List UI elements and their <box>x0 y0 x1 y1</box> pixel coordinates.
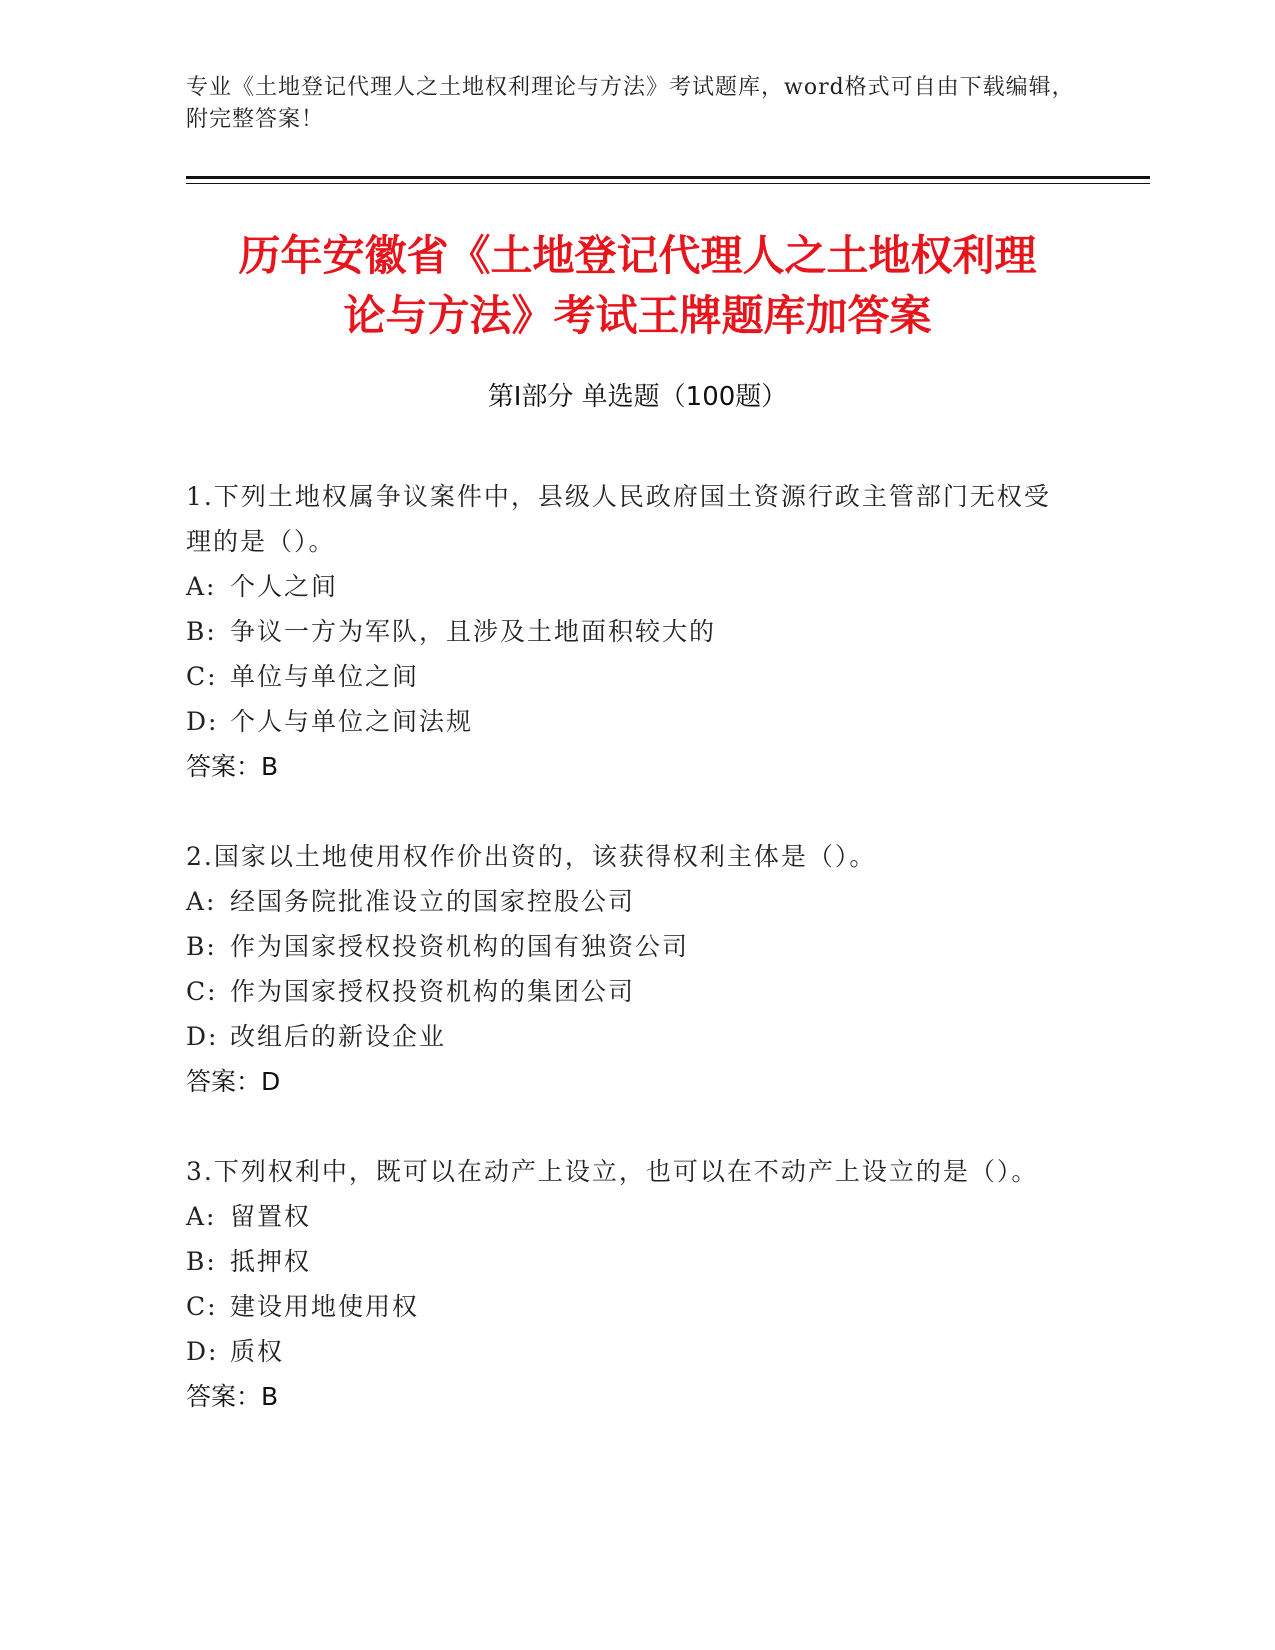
option-key: A: <box>186 572 217 601</box>
option-text: 经国务院批准设立的国家控股公司 <box>230 887 636 916</box>
section-heading: 第Ⅰ部分 单选题（100题） <box>487 382 788 412</box>
option-key: D: <box>186 1022 219 1051</box>
option-c <box>186 1284 1066 1329</box>
option-key: B: <box>186 1247 217 1276</box>
option-text: 作为国家授权投资机构的集团公司 <box>230 977 636 1006</box>
option-key: C: <box>186 1292 218 1321</box>
option-text: 作为国家授权投资机构的国有独资公司 <box>230 932 690 961</box>
option-text: 留置权 <box>230 1202 312 1231</box>
option-text: 建设用地使用权 <box>230 1292 420 1321</box>
option-text: 改组后的新设企业 <box>230 1022 447 1051</box>
document-title-line-2: 论与方法》考试王牌题库加答案 <box>343 291 932 340</box>
header-note: 专业《土地登记代理人之土地权利理论与方法》考试题库，word格式可自由下载编辑，附完整答案！ <box>186 75 1075 132</box>
option-key: D: <box>186 1337 219 1366</box>
option-b <box>186 609 1066 654</box>
option-b <box>186 1239 1066 1284</box>
document-title-line-1: 历年安徽省《土地登记代理人之土地权利理 <box>238 231 1037 280</box>
option-key: B: <box>186 617 217 646</box>
question-answer: 答案：D <box>186 1067 281 1096</box>
option-text: 单位与单位之间 <box>230 662 420 691</box>
option-d <box>186 1329 1066 1374</box>
question-answer: 答案：B <box>186 752 279 781</box>
header-rule-thick <box>186 176 1150 179</box>
question-3 <box>186 1149 1066 1419</box>
document-title <box>150 226 1125 346</box>
option-key: C: <box>186 977 218 1006</box>
option-text: 个人与单位之间法规 <box>230 707 474 736</box>
option-key: D: <box>186 707 219 736</box>
option-text: 个人之间 <box>230 572 339 601</box>
option-key: B: <box>186 932 217 961</box>
option-text: 争议一方为军队，且涉及土地面积较大的 <box>230 617 717 646</box>
question-list <box>186 474 1066 1464</box>
question-2 <box>186 834 1066 1104</box>
option-key: A: <box>186 1202 217 1231</box>
option-d <box>186 699 1066 744</box>
question-stem: 3.下列权利中，既可以在动产上设立，也可以在不动产上设立的是（）。 <box>186 1157 1039 1186</box>
question-1 <box>186 474 1066 789</box>
option-d <box>186 1014 1066 1059</box>
option-text: 抵押权 <box>230 1247 312 1276</box>
option-text: 质权 <box>230 1337 285 1366</box>
option-key: A: <box>186 887 217 916</box>
option-a <box>186 564 1066 609</box>
option-c <box>186 969 1066 1014</box>
option-key: C: <box>186 662 218 691</box>
option-a <box>186 879 1066 924</box>
option-a <box>186 1194 1066 1239</box>
option-b <box>186 924 1066 969</box>
option-c <box>186 654 1066 699</box>
header-rule-thin <box>186 183 1150 184</box>
question-stem: 2.国家以土地使用权作价出资的，该获得权利主体是（）。 <box>186 842 877 871</box>
question-stem: 1.下列土地权属争议案件中，县级人民政府国土资源行政主管部门无权受理的是（）。 <box>186 482 1051 556</box>
question-answer: 答案：B <box>186 1382 279 1411</box>
